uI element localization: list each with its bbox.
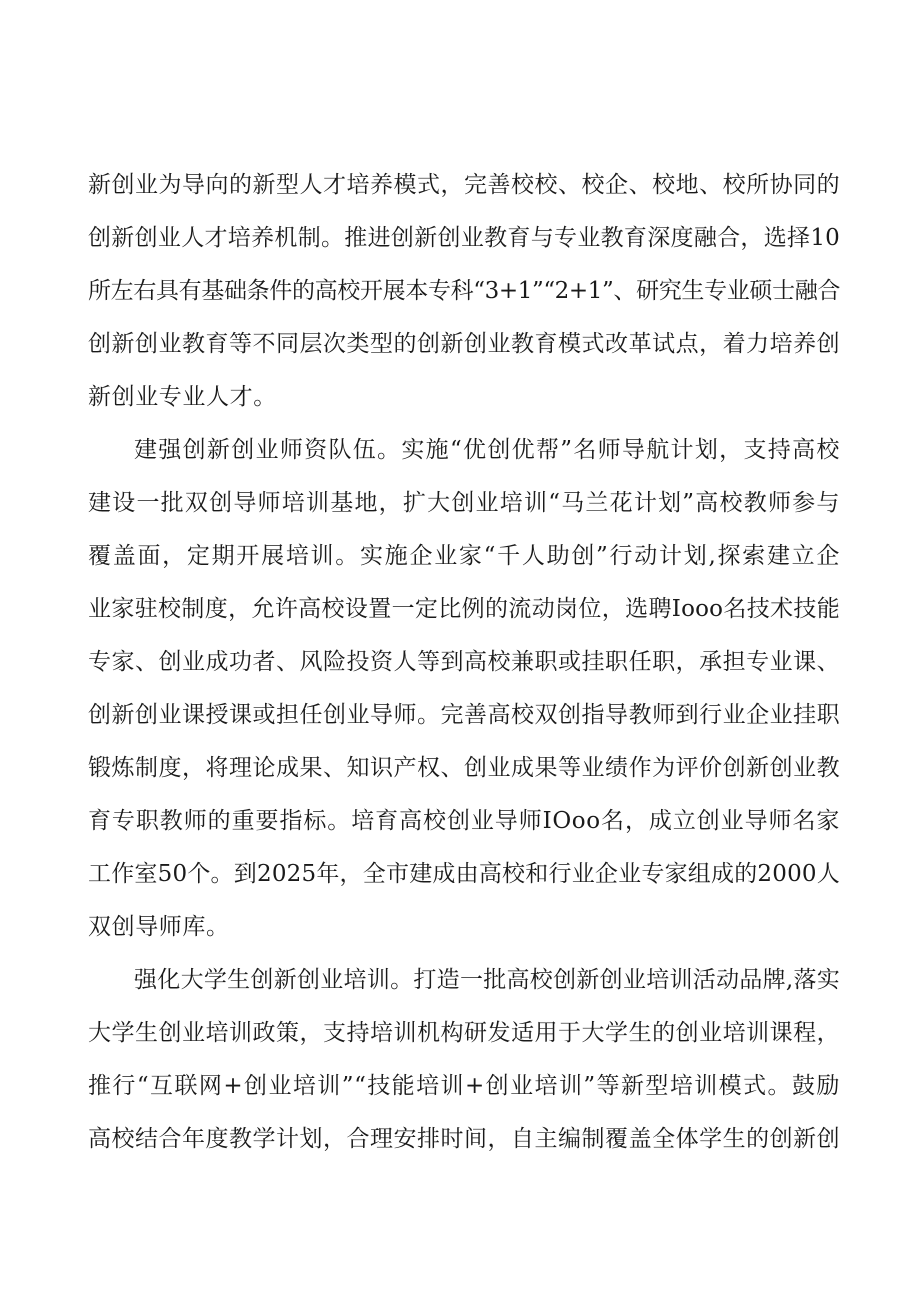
text-line (88, 218, 840, 258)
line-text: 锻炼制度，将理论成果、知识产权、创业成果等业绩作为评价创新创业教 (88, 755, 840, 781)
text-line (88, 642, 840, 682)
line-text: 新创业专业人才。 (88, 384, 277, 410)
text-line (134, 430, 840, 470)
line-text: 强化大学生创新创业培训。打造一批高校创新创业培训活动品牌,落实 (134, 967, 840, 993)
text-line (88, 907, 840, 947)
text-line (88, 1119, 840, 1159)
line-text: 新创业为导向的新型人才培养模式，完善校校、校企、校地、校所协同的 (88, 172, 840, 198)
text-line (88, 801, 840, 841)
line-text: 创新创业课授课或担任创业导师。完善高校双创指导教师到行业企业挂职 (88, 702, 840, 728)
text-line (88, 165, 840, 205)
line-text: 建设一批双创导师培训基地，扩大创业培训“马兰花计划”高校教师参与 (88, 490, 840, 516)
text-line (88, 1066, 840, 1106)
line-text: 业家驻校制度，允许高校设置一定比例的流动岗位，选聘Iooo名技术技能 (88, 596, 840, 622)
text-line (88, 589, 840, 629)
line-text: 所左右具有基础条件的高校开展本专科“3+1”“2+1”、研究生专业硕士融合 (88, 278, 840, 304)
line-text: 育专职教师的重要指标。培育高校创业导师IOoo名，成立创业导师名家 (88, 808, 840, 834)
line-text: 创新创业人才培养机制。推进创新创业教育与专业教育深度融合，选择10 (88, 225, 840, 251)
text-line (88, 324, 840, 364)
text-line (88, 536, 840, 576)
text-line (88, 1013, 840, 1053)
text-line (88, 854, 840, 894)
text-line (88, 483, 840, 523)
line-text: 高校结合年度教学计划，合理安排时间，自主编制覆盖全体学生的创新创 (88, 1126, 840, 1152)
text-line (134, 960, 840, 1000)
text-line (88, 377, 840, 417)
line-text: 双创导师库。 (88, 914, 230, 940)
text-line (88, 695, 840, 735)
text-line (88, 271, 840, 311)
line-text: 推行“互联网+创业培训”“技能培训+创业培训”等新型培训模式。鼓励 (88, 1073, 840, 1099)
line-text: 创新创业教育等不同层次类型的创新创业教育模式改革试点，着力培养创 (88, 331, 840, 357)
line-text: 大学生创业培训政策，支持培训机构研发适用于大学生的创业培训课程， (88, 1020, 840, 1046)
line-text: 工作室50个。到2025年，全市建成由高校和行业企业专家组成的2000人 (88, 861, 840, 887)
text-line (88, 748, 840, 788)
line-text: 专家、创业成功者、风险投资人等到高校兼职或挂职任职，承担专业课、 (88, 649, 840, 675)
line-text: 建强创新创业师资队伍。实施“优创优帮”名师导航计划，支持高校 (134, 437, 840, 463)
line-text: 覆盖面，定期开展培训。实施企业家“千人助创”行动计划,探索建立企 (88, 543, 840, 569)
